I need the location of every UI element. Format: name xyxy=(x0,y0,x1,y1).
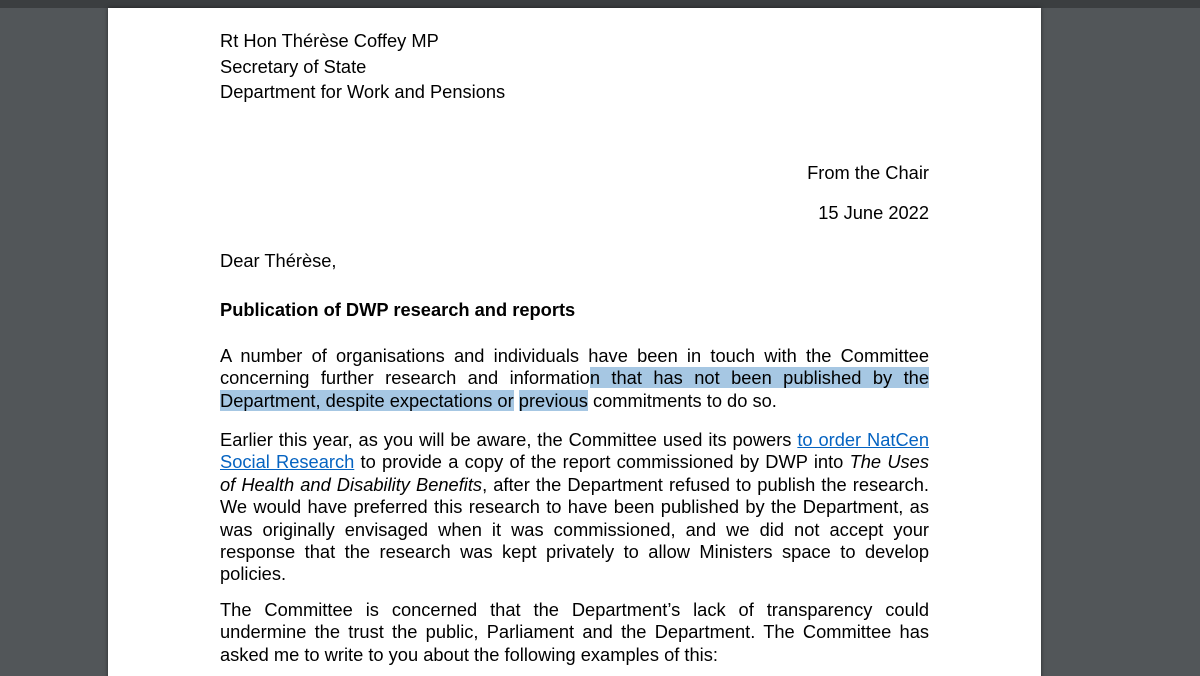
recipient-title: Secretary of State xyxy=(220,56,367,77)
selected-text-highlight[interactable]: n that has not been published by the Department, despite expectations or xyxy=(220,367,929,411)
recipient-name: Rt Hon Thérèse Coffey MP xyxy=(220,30,439,51)
letter-date: 15 June 2022 xyxy=(818,202,929,223)
report-title: The Uses of Health and Disability Benefits xyxy=(220,451,929,495)
natcen-order-link[interactable]: to order NatCen Social Research xyxy=(220,429,929,473)
document-page[interactable] xyxy=(108,8,1041,676)
paragraph-1-text: A number of organisations and individuals have been in touch with the Committee concerning further research and informatio xyxy=(220,345,929,389)
sender-line: From the Chair xyxy=(807,162,929,183)
paragraph-1 xyxy=(220,345,929,412)
paragraph-2-text: , after the Department refused to publish the research. We would have preferred this research to have been published by the Department, as was originally envisaged when it was commissioned, and we did not accept your response that the research was kept privately to allow Ministers space to develop policies. xyxy=(220,473,929,585)
letter-heading: Publication of DWP research and reports xyxy=(220,299,576,320)
paragraph-2-text: to provide a copy of the report commissioned by DWP into xyxy=(354,451,850,473)
paragraph-2-text: Earlier this year, as you will be aware, the Committee used its powers xyxy=(220,429,798,450)
salutation: Dear Thérèse, xyxy=(220,250,337,271)
paragraph-3: The Committee is concerned that the Department’s lack of transparency could undermine the trust the public, Parliament and the Department. The Committee has asked me to write to you about the following examples of this: xyxy=(220,599,929,665)
paragraph-2 xyxy=(220,429,929,586)
viewer-toolbar-edge xyxy=(0,0,1200,8)
paragraph-1-tail: commitments to do so. xyxy=(587,389,777,411)
recipient-department: Department for Work and Pensions xyxy=(220,81,506,102)
selected-text-highlight[interactable]: previous xyxy=(518,389,588,411)
